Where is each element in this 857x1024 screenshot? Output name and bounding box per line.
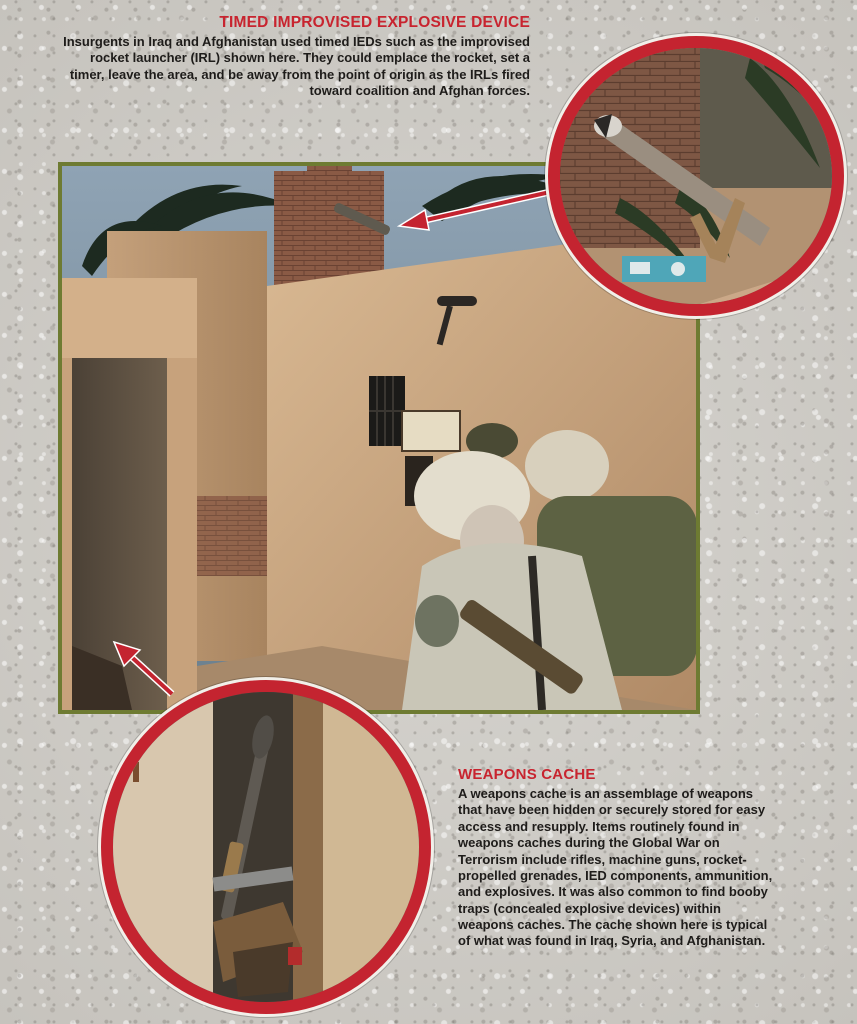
cache-body: A weapons cache is an assemblage of weapons that have been hidden or securely stored for easy access and resupply. Items routinely found in weapons caches during the Global War on Terrorism include rifles, machine guns, rocket-propelled grenades, IED components, ammunition, and explosives. It was also common to find booby traps (concealed explosive devices) within weapons caches. The cache shown here is typical of what was found in Iraq, Syria, and Afghanistan. <box>458 786 773 949</box>
weapons-cache-inset-photo <box>101 680 431 1014</box>
cache-heading: WEAPONS CACHE <box>458 766 596 783</box>
ied-heading: TIMED IMPROVISED EXPLOSIVE DEVICE <box>219 14 530 31</box>
ied-body: Insurgents in Iraq and Afghanistan used timed IEDs such as the improvised rocket launcher (IRL) shown here. They could emplace the rocket, set a timer, leave the area, and be away from the point of origin as the IRLs fired toward coalition and Afghan forces. <box>63 34 530 99</box>
cache-text-block <box>458 766 776 950</box>
rocket-inset-photo <box>548 36 844 316</box>
ied-text-block <box>60 14 530 100</box>
